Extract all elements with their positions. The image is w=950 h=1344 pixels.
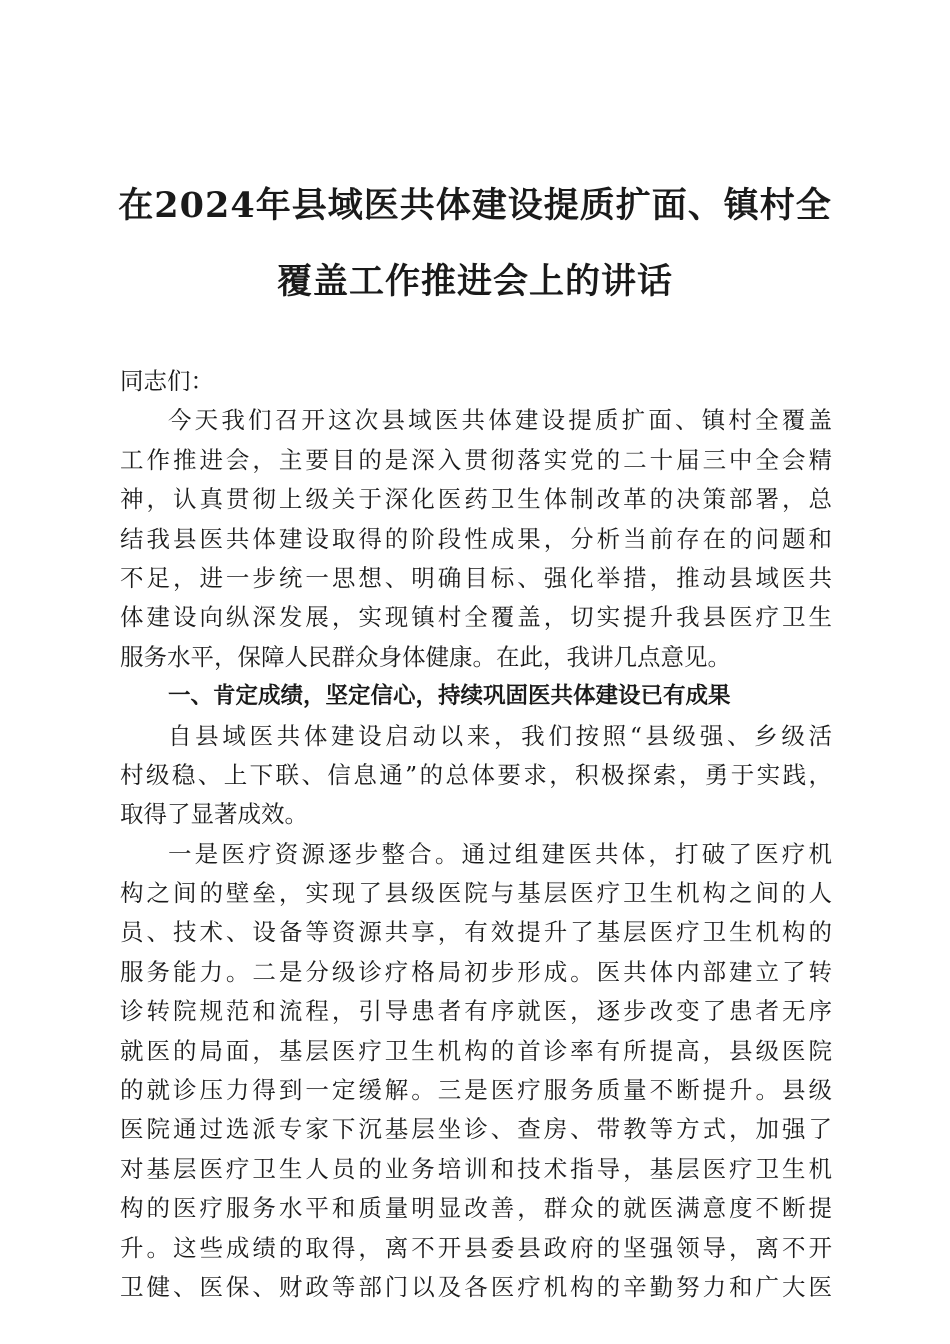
paragraph-line: 员、技术、设备等资源共享，有效提升了基层医疗卫生机构的	[120, 918, 832, 947]
intro-paragraph	[120, 401, 832, 677]
paragraph-line: 构之间的壁垒，实现了县级医院与基层医疗卫生机构之间的人	[120, 879, 832, 908]
paragraph-line: 神，认真贯彻上级关于深化医药卫生体制改革的决策部署，总	[120, 485, 832, 514]
paragraph-line: 不足，进一步统一思想、明确目标、强化举措，推动县域医共	[120, 563, 832, 592]
greeting: 同志们：	[120, 367, 214, 395]
paragraph-line: 服务能力。二是分级诊疗格局初步形成。医共体内部建立了转	[120, 957, 832, 986]
paragraph-line: 诊转院规范和流程，引导患者有序就医，逐步改变了患者无序	[120, 997, 832, 1026]
paragraph-line: 工作推进会，主要目的是深入贯彻落实党的二十届三中全会精	[120, 445, 832, 474]
speech-body	[120, 362, 832, 1307]
paragraph-line: 就医的局面，基层医疗卫生机构的首诊率有所提高，县级医院	[120, 1036, 832, 1065]
paragraph-line: 的就诊压力得到一定缓解。三是医疗服务质量不断提升。县级	[120, 1076, 832, 1105]
paragraph-line: 自县域医共体建设启动以来，我们按照“县级强、乡级活	[168, 721, 832, 750]
paragraph-line: 今天我们召开这次县域医共体建设提质扩面、镇村全覆盖	[168, 406, 832, 435]
paragraph-line: 构的医疗服务水平和质量明显改善，群众的就医满意度不断提	[120, 1194, 832, 1223]
paragraph-line: 村级稳、上下联、信息通”的总体要求，积极探索，勇于实践，	[120, 760, 832, 789]
paragraph-line: 取得了显著成效。	[120, 800, 308, 829]
title-line: 在2024年县域医共体建设提质扩面、镇村全	[118, 185, 832, 226]
paragraph-line: 体建设向纵深发展，实现镇村全覆盖，切实提升我县医疗卫生	[120, 603, 832, 632]
section-heading-1: 一、肯定成绩，坚定信心，持续巩固医共体建设已有成果	[168, 683, 731, 710]
achievements-intro-paragraph	[120, 717, 832, 835]
paragraph-line: 对基层医疗卫生人员的业务培训和技术指导，基层医疗卫生机	[120, 1154, 832, 1183]
paragraph-line: 升。这些成绩的取得，离不开县委县政府的坚强领导，离不开	[120, 1233, 832, 1262]
paragraph-line: 医院通过选派专家下沉基层坐诊、查房、带教等方式，加强了	[120, 1115, 832, 1144]
paragraph-line: 服务水平，保障人民群众身体健康。在此，我讲几点意见。	[120, 642, 731, 671]
paragraph-line: 卫健、医保、财政等部门以及各医疗机构的辛勤努力和广大医	[120, 1272, 832, 1301]
achievements-detail-paragraph	[120, 835, 832, 1308]
paragraph-line: 结我县医共体建设取得的阶段性成果，分析当前存在的问题和	[120, 524, 832, 553]
paragraph-line: 一是医疗资源逐步整合。通过组建医共体，打破了医疗机	[168, 839, 832, 868]
title-line: 覆盖工作推进会上的讲话	[276, 261, 673, 302]
speech-title	[110, 168, 840, 320]
